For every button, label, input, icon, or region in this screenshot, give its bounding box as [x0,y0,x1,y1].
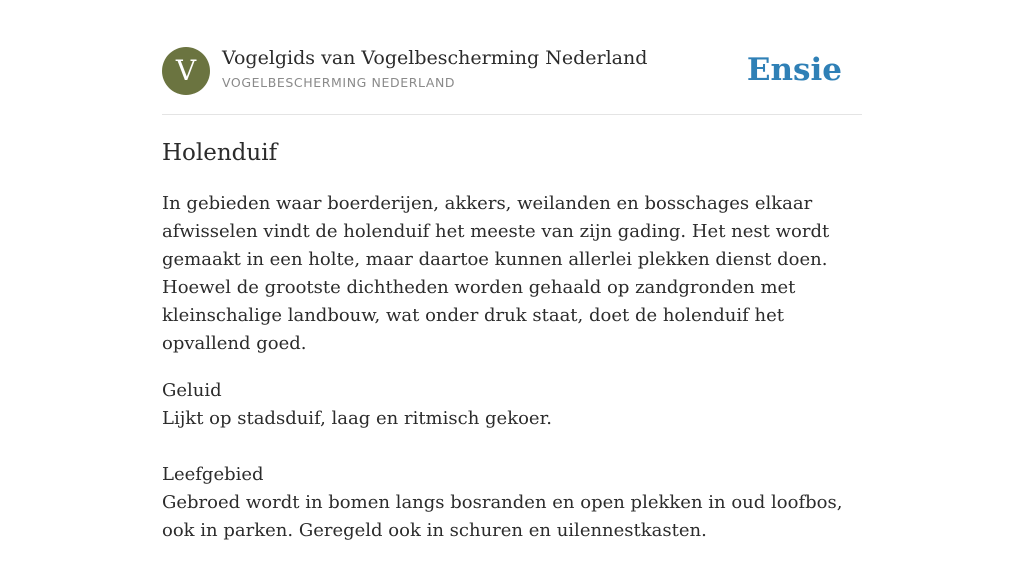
entry-title: Holenduif [162,140,278,166]
source-title-link[interactable]: Vogelgids van Vogelbescherming Nederland [222,47,648,69]
entry-section-leefgebied [162,461,862,545]
section-label: Geluid [162,380,222,401]
source-publisher: VOGELBESCHERMING NEDERLAND [222,75,456,90]
section-label: Leefgebied [162,464,264,485]
source-header [162,46,862,115]
source-avatar[interactable]: V [162,47,210,95]
entry-section-geluid [162,377,862,433]
entry-content [162,190,862,564]
section-text: Gebroed wordt in bomen langs bosranden en open plekken in oud loofbos, ook in parken. Geregeld ook in schuren en uilennestkasten. [162,492,843,541]
page [162,0,862,541]
ensie-logo[interactable]: Ensie [746,52,842,88]
entry-intro: In gebieden waar boerderijen, akkers, weilanden en bosschages elkaar afwisselen vindt de holenduif het meeste van zijn gading. Het nest wordt gemaakt in een holte, maar daartoe kunnen allerlei plekken dienst doen. Hoewel de grootste dichtheden worden gehaald op zandgronden met kleinschalige landbouw, wat onder druk staat, doet de holenduif het opvallend goed. [162,193,830,354]
section-text: Lijkt op stadsduif, laag en ritmisch gekoer. [162,408,552,429]
